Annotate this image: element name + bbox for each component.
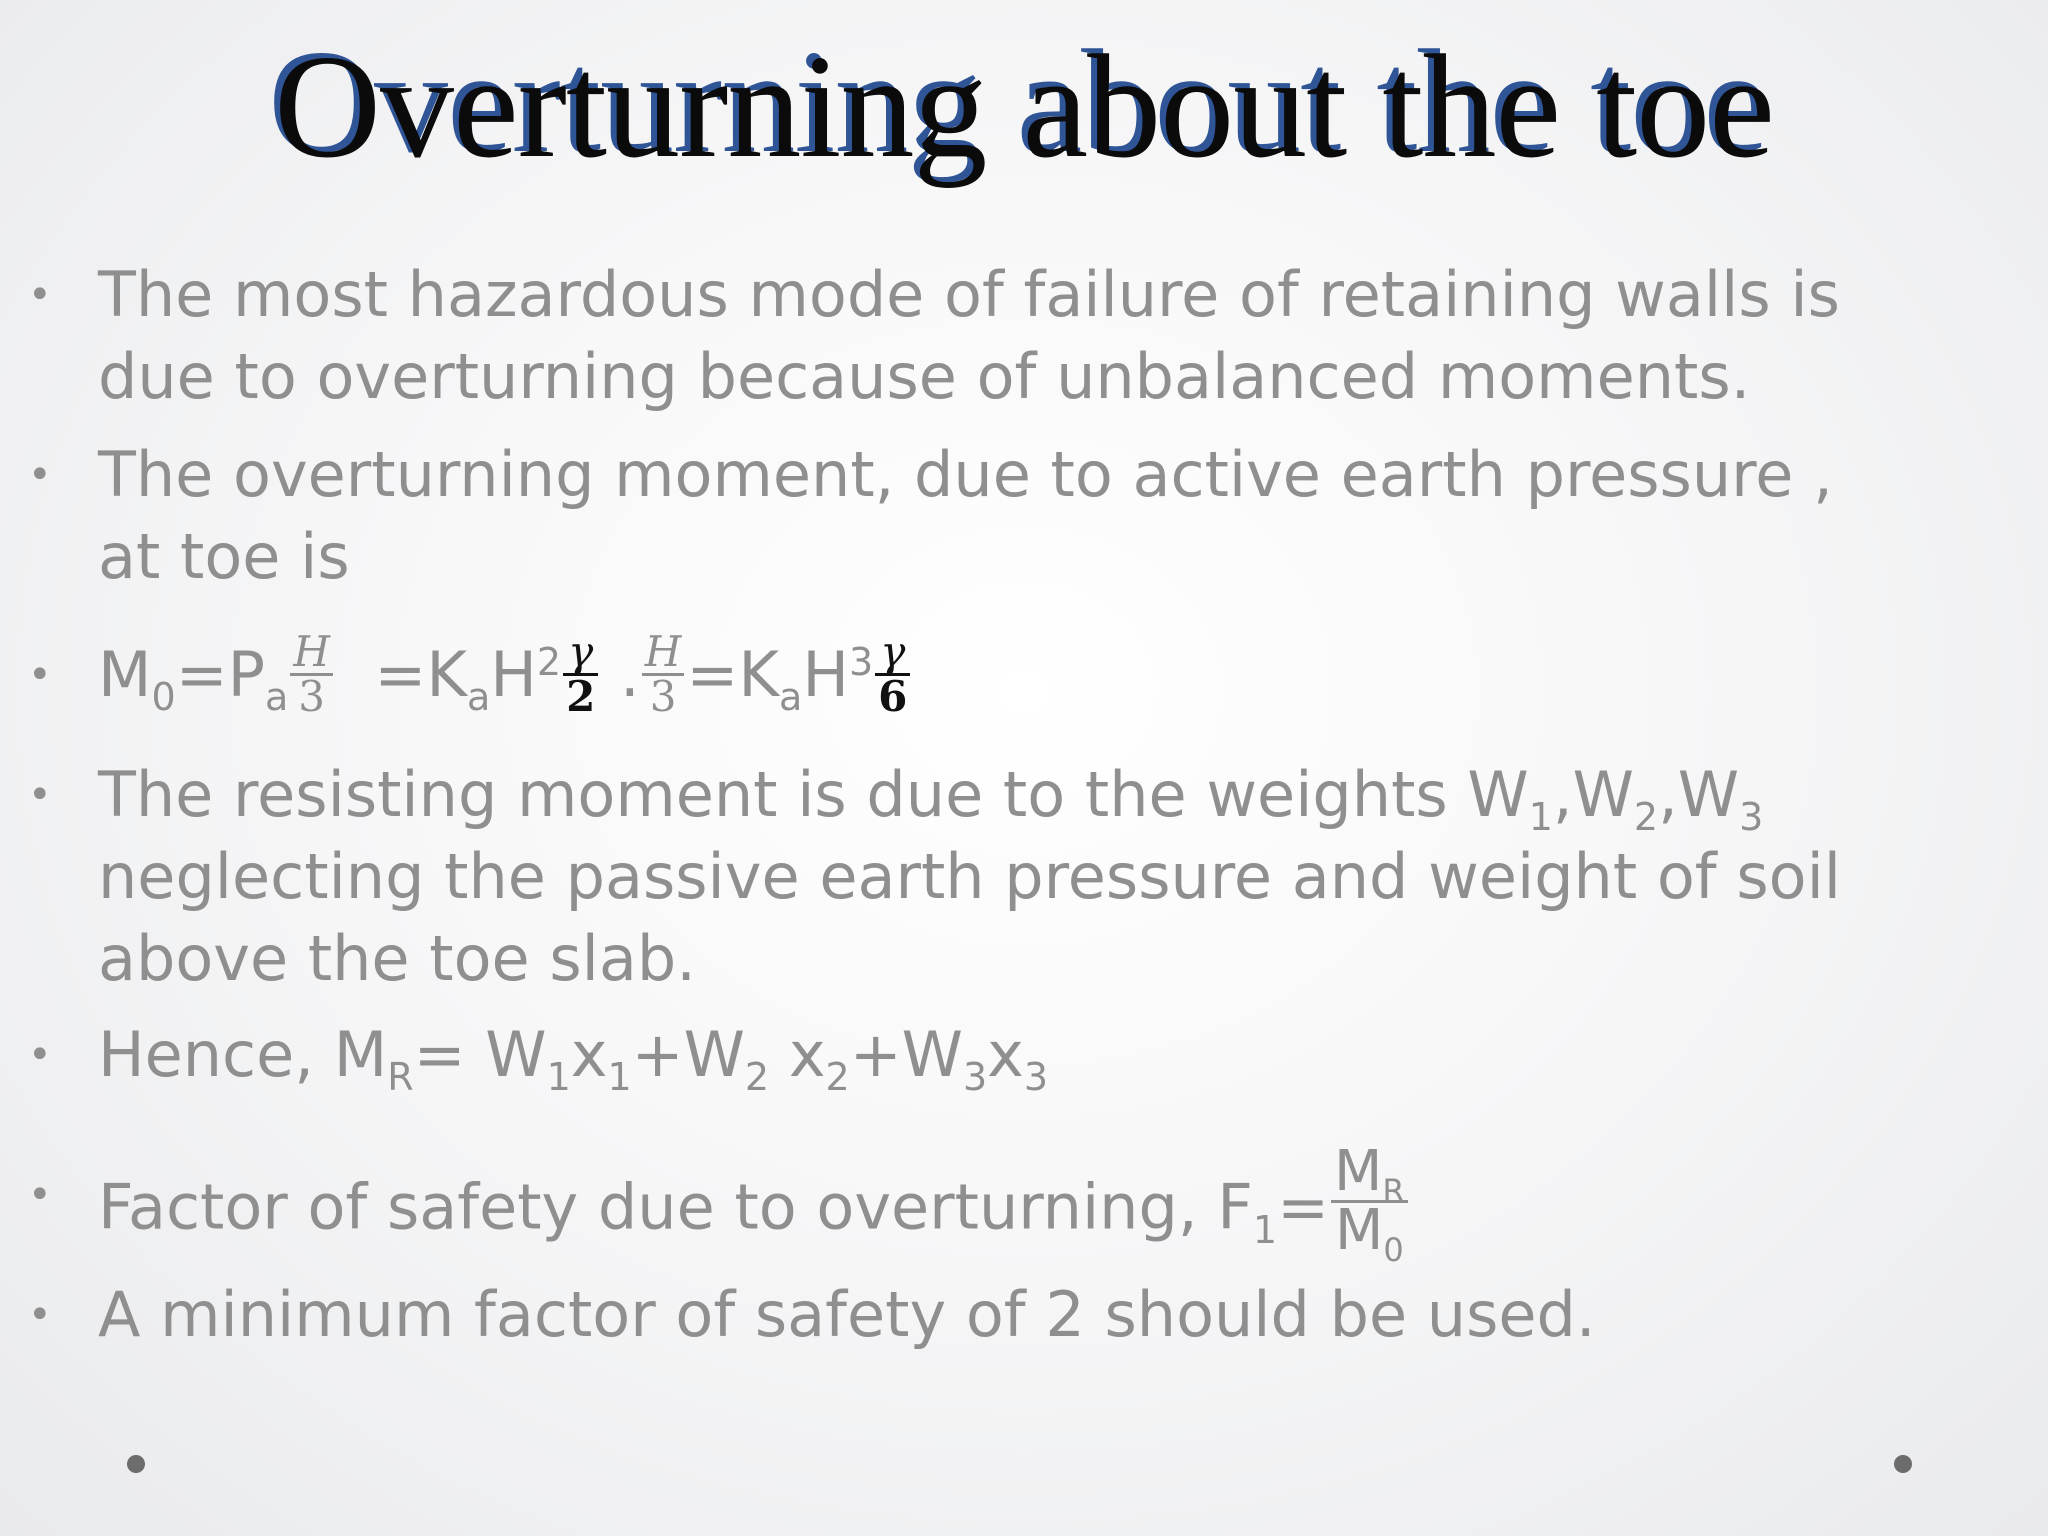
bullet-text-line: The overturning moment, due to active earth pressure , (98, 438, 1833, 511)
bullet-failure-mode (28, 254, 1978, 418)
corner-dot-right (1894, 1455, 1912, 1473)
bullet-overturning-moment (28, 434, 1978, 598)
bullet-resisting-moment (28, 754, 1978, 1000)
overturning-moment-formula: $M_0=P_a$ $\frac{H}{3}$ $=K_aH^2$ $\frac{\gamma}{2}$ . $\frac{H}{3}$ $=K_aH^3$ $\frac{\gamma}{6}$ (98, 634, 1978, 722)
bullet-moment-formula (28, 627, 1978, 722)
bullet-dot-icon: • (28, 452, 52, 498)
bullet-resisting-formula (28, 1014, 1978, 1100)
bullet-text-line: neglecting the passive earth pressure and weight of soil (98, 840, 1842, 913)
factor-of-safety-formula: Factor of safety due to overturning, $F_1=$ $\frac{M_R}{M_0}$ (98, 1154, 1978, 1269)
bullet-text-line: The resisting moment is due to the weights $W_1,W_2,W_3$ (98, 758, 1764, 840)
slide-title: Overturning about the toe (274, 25, 1774, 189)
fraction-gamma-over-6: $\frac{\gamma}{6}$ (875, 631, 910, 718)
bullet-text-line: above the toe slab. (98, 922, 696, 995)
resisting-moment-formula: Hence, $M_R= W_1x_1+W_2$ $x_2+W_3x_3$ (98, 1018, 1049, 1100)
bullet-text-line: A minimum factor of safety of 2 should be used. (98, 1278, 1596, 1351)
bullet-text-line: at toe is (98, 520, 350, 593)
corner-dot-left (127, 1455, 145, 1473)
bullet-text-line: The most hazardous mode of failure of retaining walls is (98, 258, 1840, 331)
bullet-dot-icon: • (28, 1292, 52, 1338)
fraction-gamma-over-2: $\frac{\gamma}{2}$ (563, 631, 598, 718)
fraction-h-over-3: $\frac{H}{3}$ (290, 631, 333, 718)
fraction-h-over-3: $\frac{H}{3}$ (642, 631, 685, 718)
bullet-dot-icon: • (28, 652, 52, 698)
bullet-factor-of-safety (28, 1139, 1978, 1270)
bullet-dot-icon: • (28, 1172, 52, 1218)
bullet-dot-icon: • (28, 272, 52, 318)
bullet-text-line: due to overturning because of unbalanced moments. (98, 340, 1751, 413)
bullet-dot-icon: • (28, 1032, 52, 1078)
bullet-minimum-factor (28, 1274, 1978, 1356)
bullet-dot-icon: • (28, 772, 52, 818)
fraction-mr-over-m0: $\frac{M_R}{M_0}$ (1331, 1144, 1408, 1259)
